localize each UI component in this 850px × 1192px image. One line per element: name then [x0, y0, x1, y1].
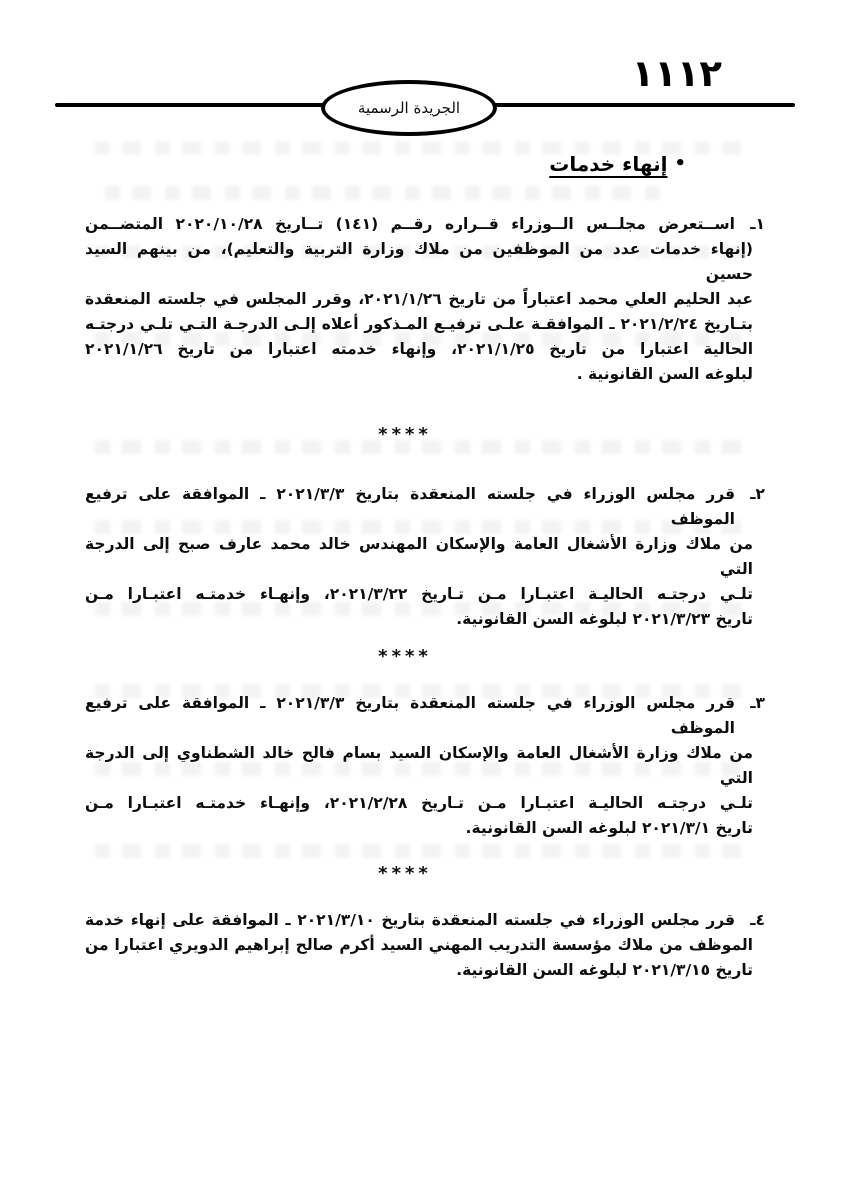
- paragraph-text: اســتعرض مجلــس الــوزراء قــراره رقــم (١٤١) تــاريخ ٢٠٢٠/١٠/٢٨ المتضــمن: [85, 215, 735, 233]
- paragraph-line: لبلوغه السن القانونية .: [576, 365, 753, 383]
- document-body: [85, 212, 765, 983]
- paragraph-text: قرر مجلس الوزراء في جلسته المنعقدة بتاريخ ٢٠٢١/٣/٣ ـ الموافقة على ترفيع الموظف: [85, 485, 735, 528]
- decision-paragraph: [85, 212, 765, 387]
- paragraph-line: [85, 908, 765, 933]
- decision-paragraph: [85, 908, 765, 983]
- gazette-name-label: الجريدة الرسمية: [357, 99, 461, 117]
- bullet-icon: •: [674, 153, 686, 174]
- paragraph-line: تلـي درجتـه الحاليـة اعتبـارا مـن تـاريخ ٢٠٢١/٢/٢٨، وإنهـاء خدمتـه اعتبـارا مـن: [85, 794, 754, 812]
- paragraph-line: تلـي درجتـه الحاليـة اعتبـارا مـن تـاريخ ٢٠٢١/٣/٢٢، وإنهـاء خدمتـه اعتبـارا مـن: [85, 585, 754, 603]
- paragraph-number: ٤ـ: [750, 911, 765, 929]
- scan-artifact: [105, 186, 665, 200]
- paragraph-line: الحالية اعتبارا من تاريخ ٢٠٢١/١/٢٥، وإنهاء خدمته اعتبارا من تاريخ ٢٠٢١/١/٢٦: [85, 340, 754, 358]
- paragraph-line: من ملاك وزارة الأشغال العامة والإسكان المهندس خالد محمد عارف صبح إلى الدرجة التي: [85, 535, 753, 578]
- paragraph-line: عبد الحليم العلي محمد اعتباراً من تاريخ ٢٠٢١/١/٢٦، وقرر المجلس في جلسته المنعقدة: [85, 290, 753, 308]
- paragraph-line: [85, 212, 765, 237]
- gazette-name-badge: [321, 80, 497, 136]
- paragraph-number: ٣ـ: [750, 694, 765, 712]
- paragraph-line: [85, 691, 765, 741]
- asterisk-separator: ****: [378, 863, 432, 884]
- paragraph-line: تاريخ ٢٠٢١/٣/٢٣ لبلوغه السن القانونية.: [456, 610, 753, 628]
- asterisk-separator: ****: [378, 424, 432, 445]
- section-heading: [549, 152, 686, 176]
- asterisk-separator: ****: [378, 646, 432, 667]
- paragraph-line: (إنهاء خدمات عدد من الموظفين من ملاك وزارة التربية والتعليم)، من بينهم السيد حسين: [85, 240, 753, 283]
- paragraph-number: ١ـ: [750, 215, 765, 233]
- paragraph-line: تاريخ ٢٠٢١/٣/١٥ لبلوغه السن القانونية.: [456, 961, 753, 979]
- paragraph-text: قرر مجلس الوزراء في جلسته المنعقدة بتاريخ ٢٠٢١/٣/٣ ـ الموافقة على ترفيع الموظف: [85, 694, 735, 737]
- decision-paragraph: [85, 482, 765, 632]
- paragraph-line: من ملاك وزارة الأشغال العامة والإسكان السيد بسام فالح خالد الشطناوي إلى الدرجة التي: [85, 744, 753, 787]
- paragraph-line: بتـاريخ ٢٠٢١/٢/٢٤ ـ الموافقـة علـى ترفيـع المـذكور أعلاه إلـى الدرجـة التـي تلـي درجتـه: [85, 315, 753, 333]
- paragraph-line: [85, 482, 765, 532]
- section-heading-label: إنهاء خدمات: [549, 152, 668, 176]
- paragraph-line: الموظف من ملاك مؤسسة التدريب المهني السيد أكرم صالح إبراهيم الدويري اعتبارا من: [85, 936, 753, 954]
- paragraph-text: قرر مجلس الوزراء في جلسته المنعقدة بتاريخ ٢٠٢١/٣/١٠ ـ الموافقة على إنهاء خدمة: [85, 911, 735, 929]
- paragraph-line: تاريخ ٢٠٢١/٣/١ لبلوغه السن القانونية.: [465, 819, 753, 837]
- decision-paragraph: [85, 691, 765, 841]
- paragraph-number: ٢ـ: [750, 485, 765, 503]
- page-number: ١١١٢: [631, 52, 722, 95]
